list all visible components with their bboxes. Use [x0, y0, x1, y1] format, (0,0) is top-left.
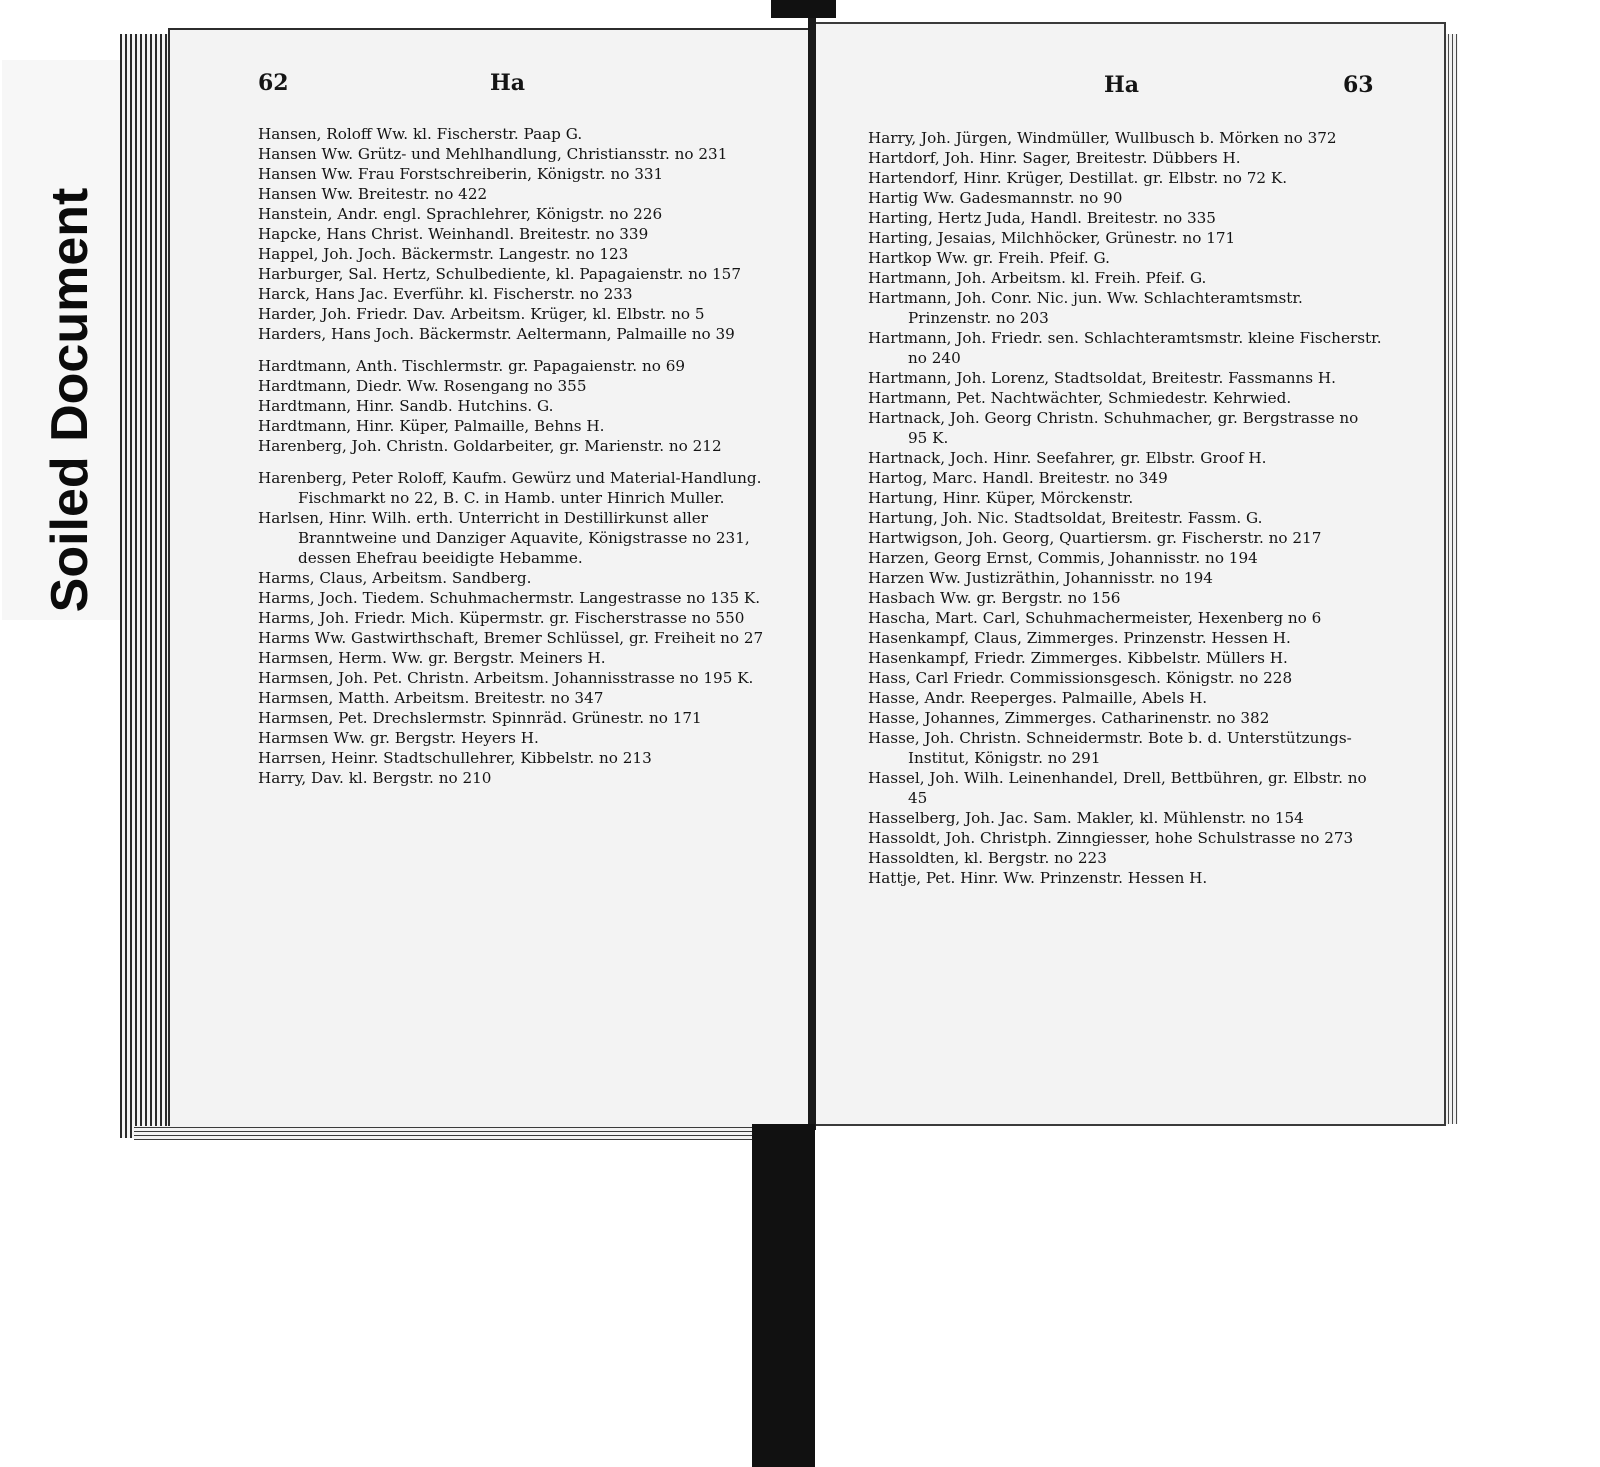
- right-page-number: 63: [1343, 72, 1374, 98]
- directory-entry: Harry, Dav. kl. Bergstr. no 210: [258, 769, 492, 787]
- directory-entry: Hassel, Joh. Wilh. Leinenhandel, Drell, Bettbühren, gr. Elbstr. no 45: [868, 769, 1367, 807]
- book-fore-edge-left: [120, 34, 172, 1138]
- directory-entry: Hardtmann, Diedr. Ww. Rosengang no 355: [258, 377, 587, 395]
- directory-entry: Hartung, Joh. Nic. Stadtsoldat, Breitestr. Fassm. G.: [868, 509, 1263, 527]
- directory-entry: Hasse, Johannes, Zimmerges. Catharinenstr. no 382: [868, 709, 1270, 727]
- directory-entry: Hartnack, Joch. Hinr. Seefahrer, gr. Elbstr. Groof H.: [868, 449, 1267, 467]
- directory-entry: Hattje, Pet. Hinr. Ww. Prinzenstr. Hessen H.: [868, 869, 1208, 887]
- directory-entry: Harders, Hans Joch. Bäckermstr. Aeltermann, Palmaille no 39: [258, 325, 735, 343]
- directory-entry: Happel, Joh. Joch. Bäckermstr. Langestr. no 123: [258, 245, 629, 263]
- directory-entry: Harms, Joh. Friedr. Mich. Küpermstr. gr. Fischerstrasse no 550: [258, 609, 745, 627]
- right-entries-list: [868, 128, 1382, 888]
- directory-entry: Harder, Joh. Friedr. Dav. Arbeitsm. Krüger, kl. Elbstr. no 5: [258, 305, 705, 323]
- directory-entry: Hansen, Roloff Ww. kl. Fischerstr. Paap G.: [258, 125, 583, 143]
- directory-entry: Harck, Hans Jac. Everführ. kl. Fischerstr. no 233: [258, 285, 633, 303]
- directory-entry: Hartmann, Joh. Friedr. sen. Schlachteramtsmstr. kleine Fischerstr. no 240: [868, 329, 1382, 367]
- directory-entry: Hasbach Ww. gr. Bergstr. no 156: [868, 589, 1121, 607]
- directory-entry: Harlsen, Hinr. Wilh. erth. Unterricht in Destillirkunst aller Branntweine und Danziger Aquavite, Königstrasse no 231, dessen Ehefrau beeidigte Hebamme.: [258, 509, 750, 567]
- soiled-document-stamp: [2, 60, 122, 620]
- directory-entry: Harenberg, Peter Roloff, Kaufm. Gewürz und Material-Handlung. Fischmarkt no 22, B. C. in Hamb. unter Hinrich Muller.: [258, 469, 762, 507]
- directory-entry: Harburger, Sal. Hertz, Schulbediente, kl. Papagaienstr. no 157: [258, 265, 742, 283]
- directory-entry: Hartig Ww. Gadesmannstr. no 90: [868, 189, 1123, 207]
- directory-entry: Harmsen Ww. gr. Bergstr. Heyers H.: [258, 729, 539, 747]
- directory-entry: Hasse, Joh. Christn. Schneidermstr. Bote b. d. Unterstützungs-Institut, Königstr. no 291: [868, 729, 1352, 767]
- directory-entry: Harmsen, Joh. Pet. Christn. Arbeitsm. Johannisstrasse no 195 K.: [258, 669, 754, 687]
- left-entries-list: [258, 124, 764, 788]
- directory-entry: Hassoldt, Joh. Christph. Zinngiesser, hohe Schulstrasse no 273: [868, 829, 1354, 847]
- directory-entry: Harmsen, Pet. Drechslermstr. Spinnräd. Grünestr. no 171: [258, 709, 702, 727]
- directory-entry: Harry, Joh. Jürgen, Windmüller, Wullbusch b. Mörken no 372: [868, 129, 1337, 147]
- directory-entry: Hansen Ww. Grütz- und Mehlhandlung, Christiansstr. no 231: [258, 145, 728, 163]
- directory-entry: Hartnack, Joh. Georg Christn. Schuhmacher, gr. Bergstrasse no 95 K.: [868, 409, 1359, 447]
- directory-entry: Hartdorf, Joh. Hinr. Sager, Breitestr. Dübbers H.: [868, 149, 1241, 167]
- directory-entry: Hansen Ww. Frau Forstschreiberin, Königstr. no 331: [258, 165, 664, 183]
- directory-entry: Hartmann, Pet. Nachtwächter, Schmiedestr. Kehrwied.: [868, 389, 1292, 407]
- left-running-head: Ha: [490, 70, 526, 96]
- directory-entry: Harmsen, Matth. Arbeitsm. Breitestr. no 347: [258, 689, 604, 707]
- directory-entry: Harting, Jesaias, Milchhöcker, Grünestr. no 171: [868, 229, 1236, 247]
- left-page-number: 62: [258, 70, 289, 96]
- directory-entry: Hassoldten, kl. Bergstr. no 223: [868, 849, 1107, 867]
- right-running-head: Ha: [1104, 72, 1140, 98]
- directory-entry: Harms, Joch. Tiedem. Schuhmachermstr. Langestrasse no 135 K.: [258, 589, 761, 607]
- directory-entry: Hartkop Ww. gr. Freih. Pfeif. G.: [868, 249, 1110, 267]
- directory-entry: Hartmann, Joh. Arbeitsm. kl. Freih. Pfeif. G.: [868, 269, 1207, 287]
- book-fore-edge-right: [1444, 34, 1458, 1124]
- directory-entry: Hasse, Andr. Reeperges. Palmaille, Abels H.: [868, 689, 1208, 707]
- directory-entry: Harms Ww. Gastwirthschaft, Bremer Schlüssel, gr. Freiheit no 27: [258, 629, 764, 647]
- directory-entry: Hansen Ww. Breitestr. no 422: [258, 185, 488, 203]
- directory-entry: Hartung, Hinr. Küper, Mörckenstr.: [868, 489, 1134, 507]
- stamp-label: Soiled Document: [41, 187, 99, 613]
- directory-entry: Hartmann, Joh. Lorenz, Stadtsoldat, Breitestr. Fassmanns H.: [868, 369, 1336, 387]
- book-edge-bottom: [134, 1126, 812, 1140]
- directory-entry: Hanstein, Andr. engl. Sprachlehrer, Königstr. no 226: [258, 205, 663, 223]
- book-gutter: [808, 18, 816, 1130]
- directory-entry: Hascha, Mart. Carl, Schuhmachermeister, Hexenberg no 6: [868, 609, 1322, 627]
- directory-entry: Hartmann, Joh. Conr. Nic. jun. Ww. Schlachteramtsmstr. Prinzenstr. no 203: [868, 289, 1303, 327]
- directory-entry: Hartog, Marc. Handl. Breitestr. no 349: [868, 469, 1168, 487]
- directory-entry: Hardtmann, Anth. Tischlermstr. gr. Papagaienstr. no 69: [258, 357, 686, 375]
- directory-entry: Harrsen, Heinr. Stadtschullehrer, Kibbelstr. no 213: [258, 749, 652, 767]
- directory-entry: Hasselberg, Joh. Jac. Sam. Makler, kl. Mühlenstr. no 154: [868, 809, 1304, 827]
- directory-entry: Hapcke, Hans Christ. Weinhandl. Breitestr. no 339: [258, 225, 649, 243]
- directory-entry: Hasenkampf, Claus, Zimmerges. Prinzenstr. Hessen H.: [868, 629, 1291, 647]
- directory-entry: Harting, Hertz Juda, Handl. Breitestr. no 335: [868, 209, 1216, 227]
- directory-entry: Hardtmann, Hinr. Küper, Palmaille, Behns H.: [258, 417, 605, 435]
- directory-entry: Hartwigson, Joh. Georg, Quartiersm. gr. Fischerstr. no 217: [868, 529, 1322, 547]
- directory-entry: Hartendorf, Hinr. Krüger, Destillat. gr. Elbstr. no 72 K.: [868, 169, 1288, 187]
- directory-entry: Hasenkampf, Friedr. Zimmerges. Kibbelstr. Müllers H.: [868, 649, 1288, 667]
- directory-entry: Harmsen, Herm. Ww. gr. Bergstr. Meiners H.: [258, 649, 606, 667]
- bookmark-ribbon-top: [771, 0, 836, 18]
- directory-entry: Harms, Claus, Arbeitsm. Sandberg.: [258, 569, 532, 587]
- bookmark-ribbon-bottom: [752, 1124, 815, 1467]
- directory-entry: Harenberg, Joh. Christn. Goldarbeiter, gr. Marienstr. no 212: [258, 437, 722, 455]
- directory-entry: Harzen Ww. Justizräthin, Johannisstr. no 194: [868, 569, 1213, 587]
- directory-entry: Harzen, Georg Ernst, Commis, Johannisstr. no 194: [868, 549, 1258, 567]
- directory-entry: Hardtmann, Hinr. Sandb. Hutchins. G.: [258, 397, 554, 415]
- directory-entry: Hass, Carl Friedr. Commissionsgesch. Königstr. no 228: [868, 669, 1293, 687]
